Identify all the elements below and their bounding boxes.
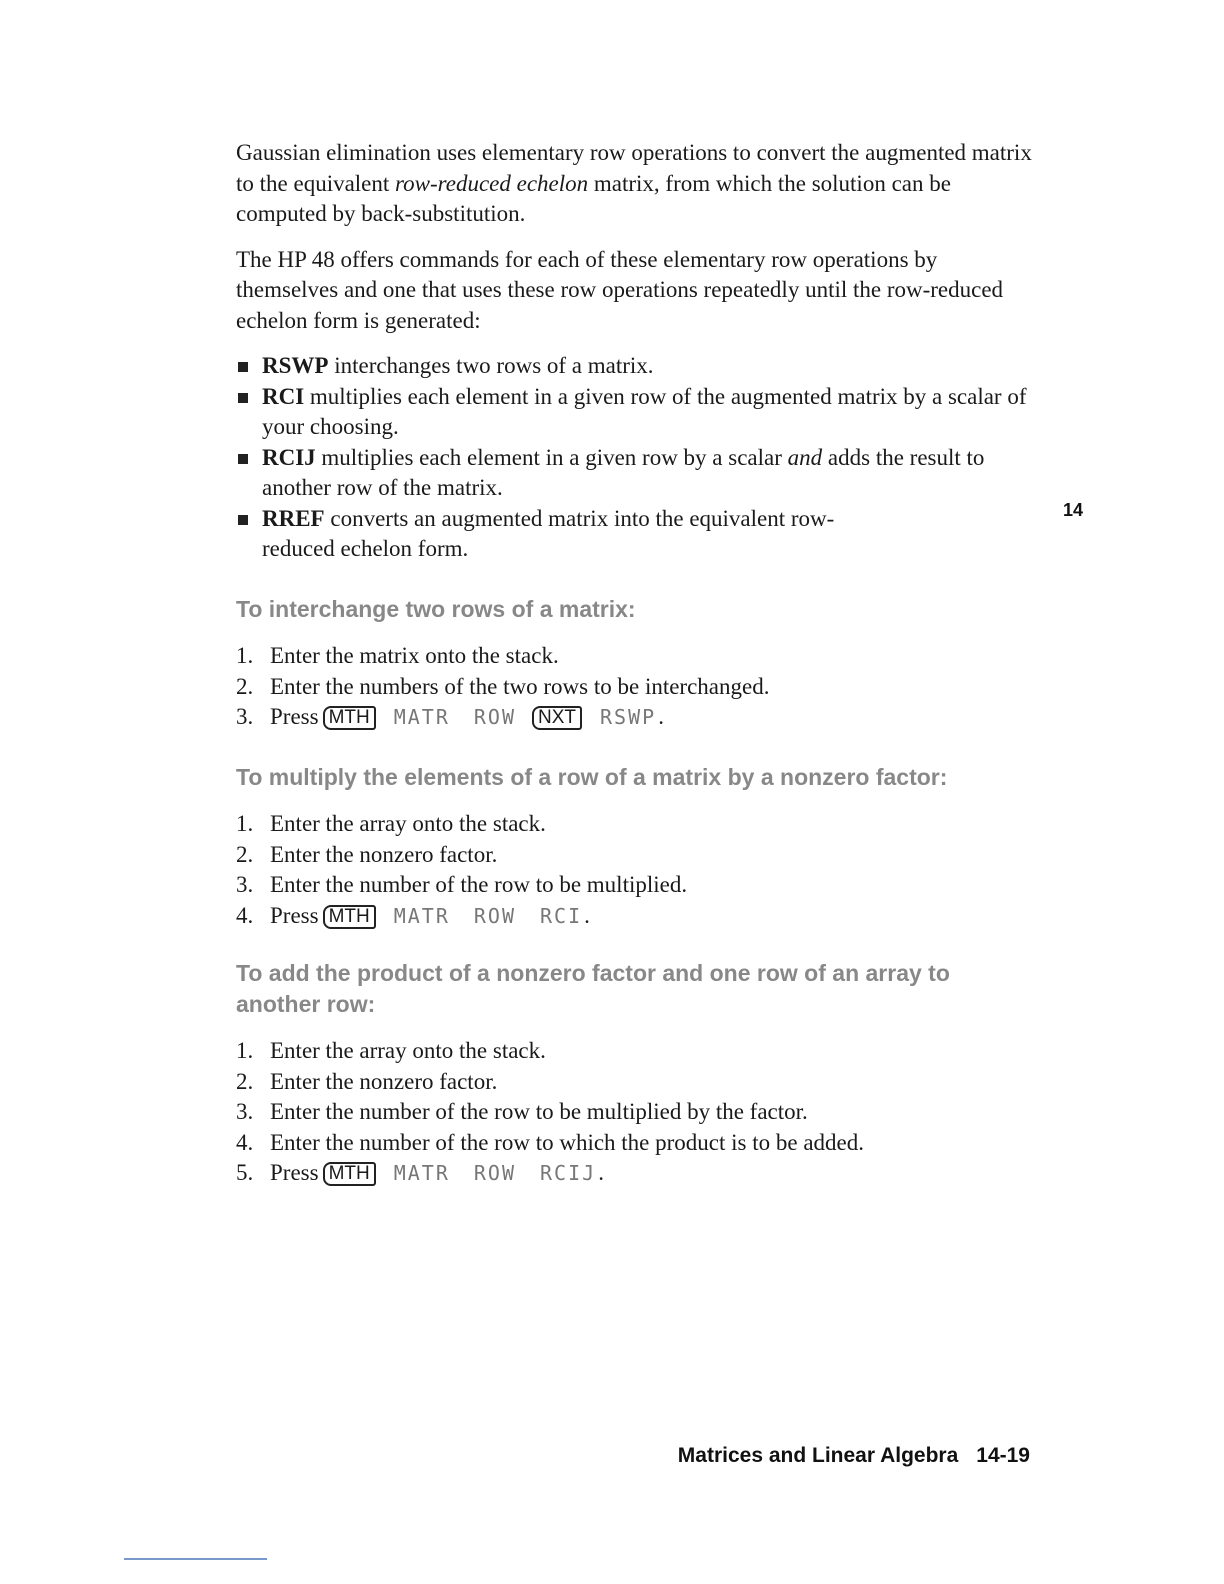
scan-edge-line — [124, 1558, 267, 1560]
matr-softkey: MATR — [393, 1161, 450, 1185]
list-item — [236, 504, 1036, 565]
page-number: 14-19 — [976, 1444, 1030, 1467]
command-name: RCI — [262, 383, 305, 409]
command-description: adds the result to another row of the matrix. — [262, 444, 985, 500]
intro-paragraph-2: The HP 48 offers commands for each of these elementary row operations by themselves and one that uses these row operations repeatedly until the row-reduced echelon form is generated: — [236, 246, 1004, 333]
command-name: RSWP — [262, 353, 329, 378]
row-softkey: ROW — [473, 705, 517, 729]
list-item — [236, 1067, 1036, 1098]
step-number: 1. — [236, 643, 254, 668]
list-item — [236, 351, 1036, 382]
list-item — [236, 672, 1036, 703]
rcij-softkey: RCIJ — [540, 1161, 597, 1185]
chapter-tab: 14 — [1063, 500, 1084, 520]
heading-line: To add the product of a nonzero factor and one row of an array to — [236, 960, 950, 986]
period: . — [598, 1160, 604, 1185]
step-text: Press — [270, 704, 319, 729]
intro-paragraph-1 — [236, 138, 1036, 230]
step-text: Enter the array onto the stack. — [270, 1038, 546, 1063]
list-item — [236, 1097, 1036, 1128]
step-text: Enter the number of the row to be multiplied. — [270, 872, 688, 897]
bullet-icon — [238, 362, 248, 372]
emphasis-text: row-reduced echelon — [395, 170, 589, 196]
list-item — [236, 1158, 1036, 1189]
step-text: Enter the array onto the stack. — [270, 811, 546, 836]
list-item — [236, 1036, 1036, 1067]
steps-add-product — [236, 1036, 1036, 1189]
row-softkey: ROW — [473, 903, 517, 928]
footer-title: Matrices and Linear Algebra — [677, 1444, 959, 1467]
row-softkey: ROW — [473, 1161, 517, 1185]
intro-section — [236, 138, 1036, 565]
step-number: 4. — [236, 1129, 254, 1155]
emphasis-text: and — [787, 444, 823, 470]
step-text: Enter the nonzero factor. — [270, 1068, 498, 1094]
section-heading-interchange: To interchange two rows of a matrix: — [236, 596, 636, 622]
bullet-icon — [238, 454, 248, 464]
step-number: 1. — [236, 811, 254, 836]
step-number: 3. — [236, 872, 254, 897]
command-name: RCIJ — [262, 444, 316, 470]
matr-softkey: MATR — [393, 705, 450, 729]
mth-key: MTH — [323, 706, 376, 730]
intro-text: matrix, from which the solution can be computed by back-substitution. — [236, 170, 951, 226]
list-item — [236, 901, 1036, 932]
rci-softkey: RCI — [540, 903, 583, 928]
step-number: 2. — [236, 673, 254, 699]
step-number: 2. — [236, 1068, 254, 1094]
heading-line: another row: — [236, 991, 376, 1017]
intro-text: Gaussian elimination uses elementary row operations to convert the augmented matrix to the equivalent — [236, 140, 1032, 196]
step-number: 5. — [236, 1160, 254, 1185]
command-list — [236, 351, 1036, 565]
step-number: 2. — [236, 841, 254, 867]
list-item — [236, 840, 1036, 871]
list-item — [236, 702, 1036, 733]
command-description: converts an augmented matrix into the equivalent row-reduced echelon form. — [262, 505, 835, 561]
command-name: RREF — [262, 505, 325, 531]
step-text: Press — [270, 902, 319, 928]
step-text: Enter the number of the row to which the product is to be added. — [270, 1129, 865, 1155]
list-item — [236, 809, 1036, 840]
nxt-key: NXT — [532, 706, 582, 730]
step-text: Enter the numbers of the two rows to be interchanged. — [270, 673, 770, 699]
step-text: Enter the matrix onto the stack. — [270, 643, 559, 668]
steps-interchange — [236, 641, 1036, 733]
step-text: Press — [270, 1160, 319, 1185]
command-description: interchanges two rows of a matrix. — [328, 353, 654, 378]
step-text: Enter the number of the row to be multiplied by the factor. — [270, 1099, 808, 1124]
list-item — [236, 870, 1036, 901]
page-footer — [678, 1444, 1030, 1468]
command-description: multiplies each element in a given row of the augmented matrix by a scalar of your choosing. — [262, 383, 1027, 439]
step-number: 3. — [236, 1099, 254, 1124]
matr-softkey: MATR — [393, 903, 450, 928]
section-heading-multiply: To multiply the elements of a row of a matrix by a nonzero factor: — [236, 764, 948, 790]
period: . — [584, 902, 590, 928]
step-text: Enter the nonzero factor. — [270, 841, 498, 867]
steps-multiply — [236, 809, 1036, 931]
step-number: 4. — [236, 902, 254, 928]
command-description: multiplies each element in a given row by a scalar — [315, 444, 788, 470]
list-item — [236, 443, 1036, 504]
list-item — [236, 641, 1036, 672]
list-item — [236, 1128, 1036, 1159]
step-number: 3. — [236, 704, 254, 729]
list-item — [236, 382, 1036, 443]
mth-key: MTH — [323, 905, 376, 929]
mth-key: MTH — [323, 1162, 376, 1186]
rswp-softkey: RSWP — [600, 705, 657, 729]
step-number: 1. — [236, 1038, 254, 1063]
period: . — [658, 704, 664, 729]
section-heading-add-product — [236, 958, 1056, 1020]
bullet-icon — [238, 393, 248, 403]
bullet-icon — [238, 515, 248, 525]
